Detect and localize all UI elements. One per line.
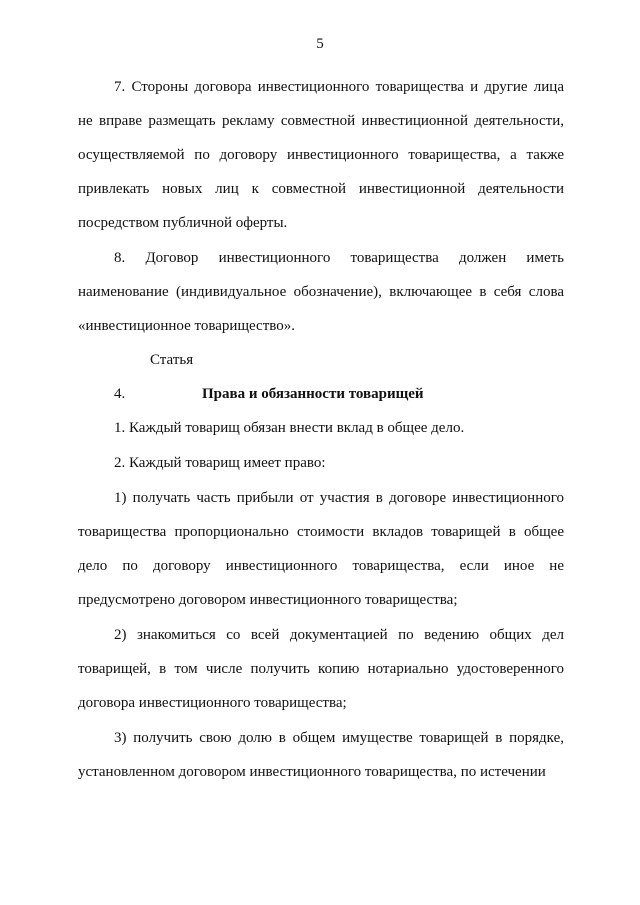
article-paragraph-2: 2. Каждый товарищ имеет право: — [114, 455, 326, 471]
article-subitem-3: 3) получить свою долю в общем имуществе товарищей в порядке, установленном договором инвестиционного товарищества, по истечении — [78, 730, 564, 780]
article-subitem-2: 2) знакомиться со всей документацией по ведению общих дел товарищей, в том числе получить копию нотариально удостоверенного договора инвестиционного товарищества; — [78, 627, 564, 711]
article-label: Статья 4. — [114, 352, 194, 402]
page-number: 5 — [316, 36, 324, 52]
article-title: Права и обязанности товарищей — [202, 386, 424, 402]
article-paragraph-1: 1. Каждый товарищ обязан внести вклад в общее дело. — [114, 420, 465, 436]
article-subitem-1: 1) получать часть прибыли от участия в договоре инвестиционного товарищества пропорционально стоимости вкладов товарищей в общее дело по договору инвестиционного товарищества, если иное не предусмотрено договором инвестиционного товарищества; — [78, 490, 564, 608]
paragraph-8: 8. Договор инвестиционного товарищества должен иметь наименование (индивидуальное обозначение), включающее в себя слова «инвестиционное товарищество». — [78, 250, 564, 334]
document-body — [78, 70, 564, 789]
paragraph-7: 7. Стороны договора инвестиционного товарищества и другие лица не вправе размещать рекламу совместной инвестиционной деятельности, осуществляемой по договору инвестиционного товарищества, а также привлекать новых лиц к совместной инвестиционной деятельности посредством публичной оферты. — [78, 79, 564, 231]
article-heading — [78, 343, 564, 411]
